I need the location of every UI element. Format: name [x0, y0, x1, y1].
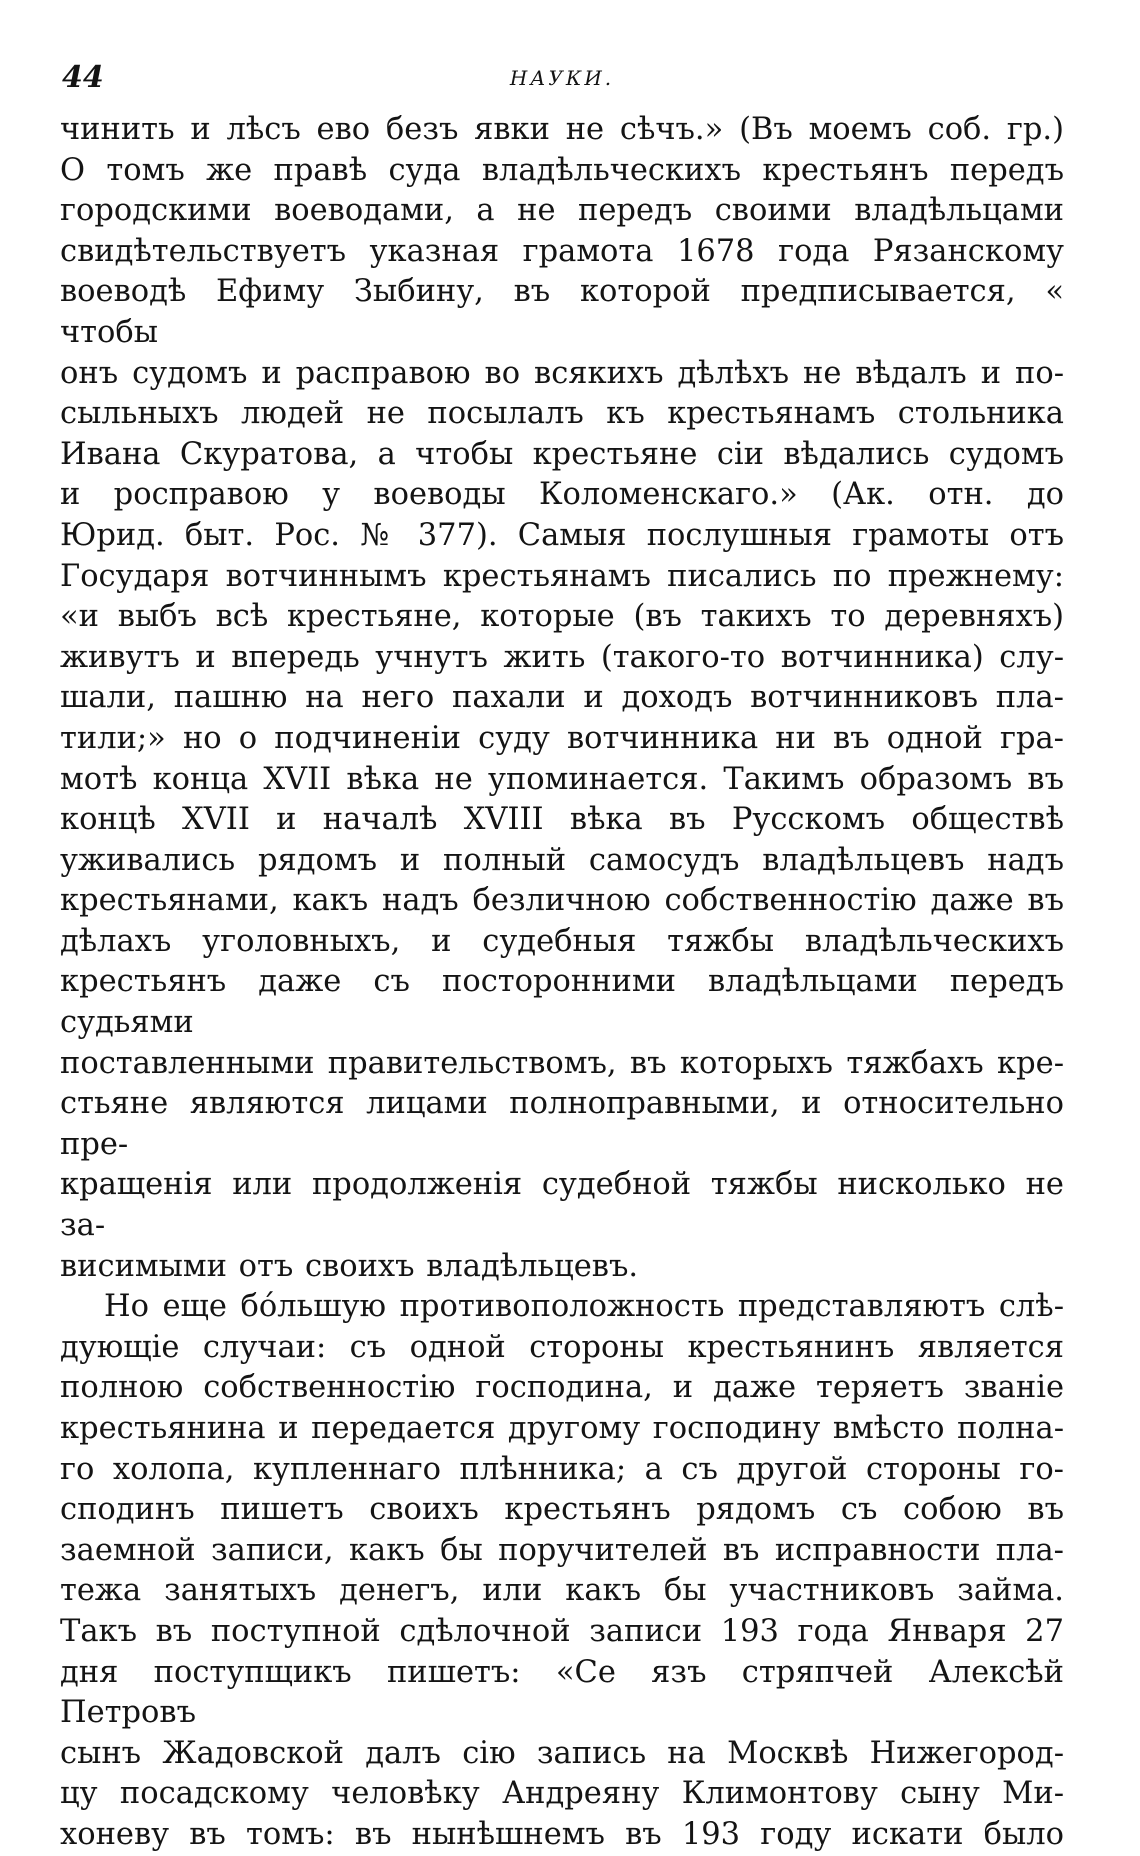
text-line: кращенія или продолженія судебной тяжбы нисколько не за- [60, 1167, 1064, 1244]
text-line: висимыми отъ своихъ владѣльцевъ. [60, 1248, 639, 1284]
text-line: Такъ въ поступной сдѣлочной записи 193 года Января 27 [60, 1613, 1064, 1649]
text-line: свидѣтельствуетъ указная грамота 1678 года Рязанскому [60, 233, 1064, 269]
text-line: и росправою у воеводы Коломенскаго.» (Ак. отн. до [60, 477, 1064, 513]
text-line: Государя вотчиннымъ крестьянамъ писались по прежнему: [60, 558, 1064, 594]
text-line: стьяне являются лицами полноправными, и относительно пре- [60, 1086, 1064, 1162]
text-line: полною собственностію господина, и даже теряетъ званіе [60, 1370, 1064, 1406]
body-text [60, 110, 1064, 1856]
text-line: живутъ и впередь учнутъ жить (такого-то вотчинника) слу- [60, 639, 1064, 675]
text-line: дѣлахъ уголовныхъ, и судебныя тяжбы владѣльческихъ [60, 923, 1064, 959]
text-line: крестьянина и передается другому господину вмѣсто полна- [60, 1411, 1064, 1446]
running-head: НАУКИ. [509, 66, 615, 90]
text-line: чинить и лѣсъ ево безъ явки не сѣчъ.» (Въ моемъ соб. гр.) [60, 112, 1064, 147]
paragraph-1 [60, 110, 1064, 1287]
text-line: хоневу въ томъ: въ нынѣшнемъ въ 193 году искати было [60, 1816, 1064, 1852]
text-line: уживались рядомъ и полный самосудъ владѣльцевъ надъ [60, 842, 1064, 878]
text-line: заемной записи, какъ бы поручителей въ исправности пла- [60, 1532, 1064, 1568]
page-number: 44 [62, 60, 104, 95]
text-line: онъ судомъ и расправою во всякихъ дѣлѣхъ не вѣдалъ и по- [60, 355, 1064, 391]
text-line: тили;» но о подчиненіи суду вотчинника ни въ одной гра- [60, 720, 1064, 756]
text-line: го холопа, купленнаго плѣнника; а съ другой стороны го- [60, 1451, 1064, 1487]
text-line: цу посадскому человѣку Андреяну Климонтову сыну Ми- [60, 1776, 1064, 1812]
text-line: городскими воеводами, а не передъ своими владѣльцами [60, 193, 1064, 229]
text-line: крестьянъ даже съ посторонними владѣльцами передъ судьями [60, 964, 1064, 1041]
text-line: сподинъ пишетъ своихъ крестьянъ рядомъ съ собою въ [60, 1492, 1064, 1528]
text-line: Юрид. быт. Рос. № 377). Самыя послушныя грамоты отъ [60, 517, 1064, 553]
text-line: крестьянами, какъ надъ безличною собственностію даже въ [60, 883, 1064, 919]
page-header [60, 56, 1064, 104]
text-line: Ивана Скуратова, а чтобы крестьяне сіи вѣдались судомъ [60, 436, 1064, 472]
text-line: поставленными правительствомъ, въ которыхъ тяжбахъ кре- [60, 1045, 1064, 1081]
text-line: дующіе случаи: съ одной стороны крестьянинъ является [60, 1329, 1064, 1365]
text-line: концѣ XVII и началѣ XVIII вѣка въ Русскомъ обществѣ [60, 802, 1064, 838]
text-line: сыльныхъ людей не посылалъ къ крестьянамъ стольника [60, 396, 1064, 432]
text-line: О томъ же правѣ суда владѣльческихъ крестьянъ передъ [60, 152, 1064, 188]
text-line: шали, пашню на него пахали и доходъ вотчинниковъ пла- [60, 680, 1064, 716]
text-line: воеводѣ Ефиму Зыбину, въ которой предписывается, « чтобы [60, 274, 1064, 350]
text-line: мотѣ конца XVII вѣка не упоминается. Такимъ образомъ въ [60, 761, 1064, 797]
paragraph-2 [60, 1287, 1064, 1855]
text-line: сынъ Жадовской далъ сію запись на Москвѣ Нижегород- [60, 1735, 1064, 1771]
text-line: «и выбъ всѣ крестьяне, которые (въ такихъ то деревняхъ) [60, 599, 1064, 635]
text-line: тежа занятыхъ денегъ, или какъ бы участниковъ займа. [60, 1573, 1064, 1609]
text-line: Но еще бо́льшую противоположность представляютъ слѣ- [104, 1289, 1064, 1325]
text-line: дня поступщикъ пишетъ: «Се язъ стряпчей Алексѣй Петровъ [60, 1654, 1064, 1731]
